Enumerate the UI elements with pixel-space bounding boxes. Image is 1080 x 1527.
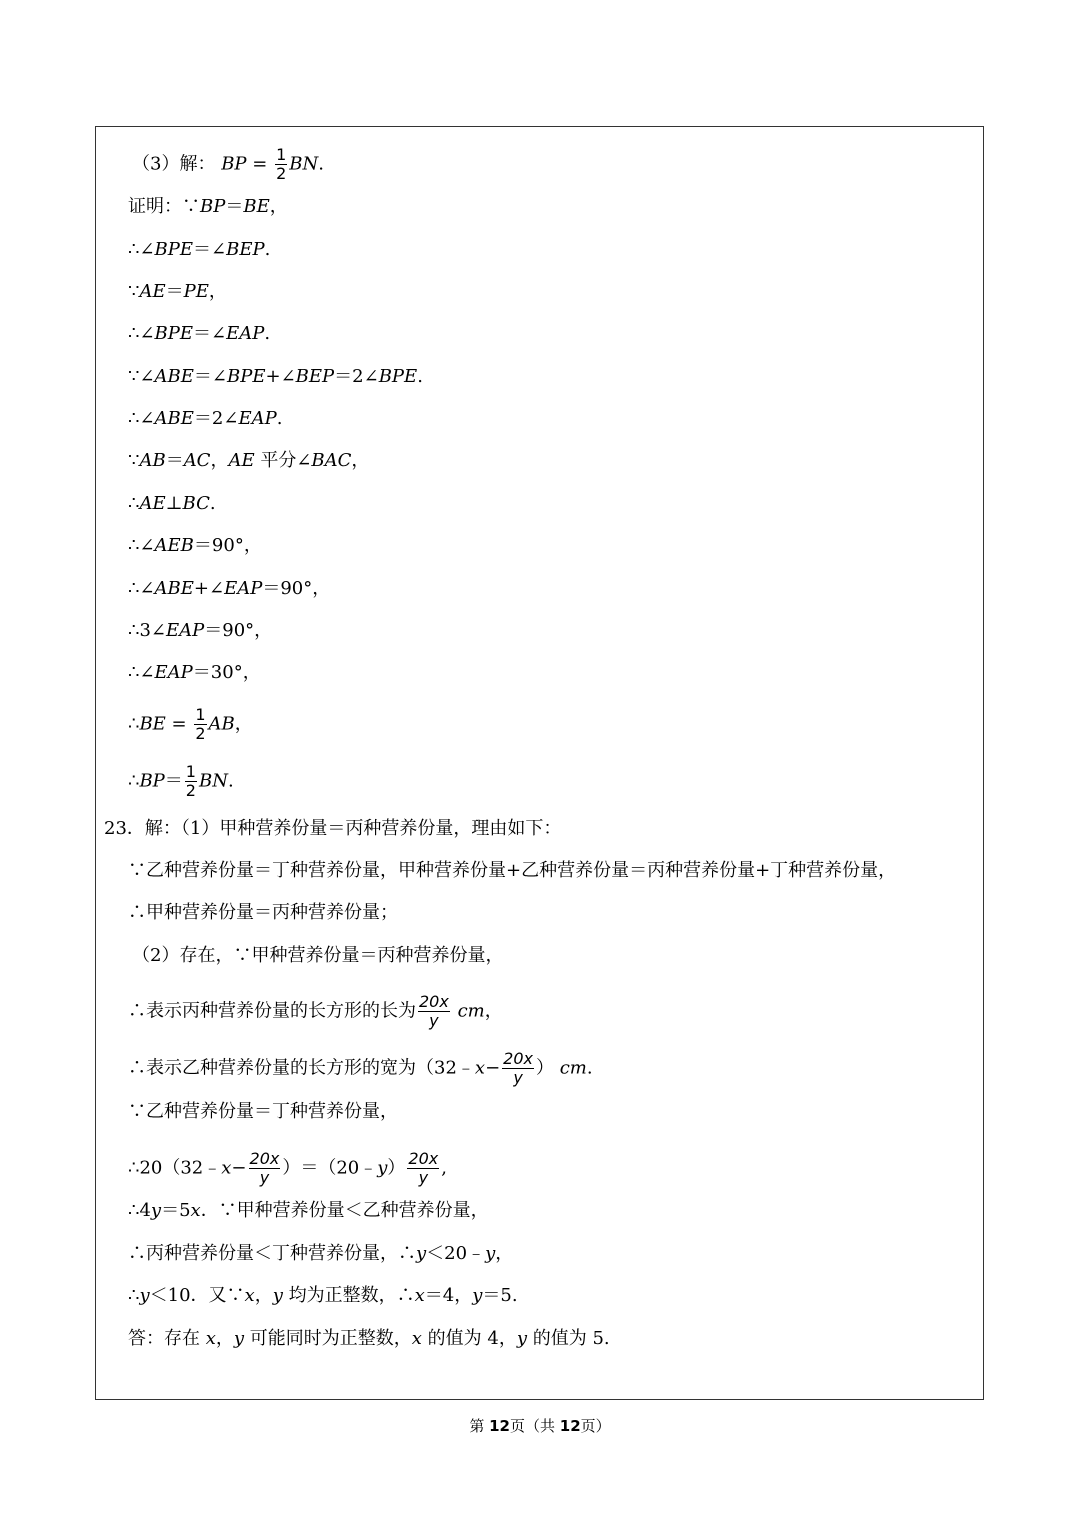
q23-line-9: ∴4y＝5x．∵甲种营养份量＜乙种营养份量，: [128, 1200, 489, 1221]
line-proof-10: ∴∠ABE+∠EAP＝90°，: [128, 578, 331, 599]
line-proof-7: ∵AB＝AC，AE 平分∠BAC，: [128, 450, 370, 471]
line-proof-9: ∴∠AEB＝90°，: [128, 535, 262, 556]
page-number: 12: [489, 1417, 510, 1435]
math: BP =: [221, 153, 268, 175]
text: （3）解：: [132, 153, 216, 175]
fraction-20x-over-y: $\frac{20x}{y}$: [408, 1149, 439, 1187]
page-footer: 第 12页（共 12页）: [469, 1417, 611, 1435]
line-proof-6: ∴∠ABE＝2∠EAP.: [128, 408, 283, 429]
fraction-20x-over-y: $\frac{20x}{y}$: [503, 1049, 533, 1087]
line-p3-answer: （3）解： BP = $\frac{1}{2}$ BN.: [132, 145, 324, 183]
line-proof-13: ∴BE = $\frac{1}{2}$ AB，: [128, 705, 253, 743]
line-proof-5: ∵∠ABE＝∠BPE+∠BEP＝2∠BPE.: [128, 366, 423, 387]
math: BN: [289, 153, 319, 175]
fraction-20x-over-y: $\frac{20x}{y}$: [419, 992, 449, 1030]
fraction-half: $\frac{1}{2}$: [195, 705, 206, 743]
q23-line-8: ∴20（32﹣x− $\frac{20x}{y}$ ）＝（20﹣y） $\frac{20x}{y}$ ,: [128, 1149, 447, 1187]
line-proof-8: ∴AE⊥BC.: [128, 493, 216, 514]
fraction-half: $\frac{1}{2}$: [185, 762, 196, 800]
q23-line-3: ∴甲种营养份量＝丙种营养份量；: [128, 902, 398, 923]
line-proof-1: 证明：∵BP＝BE，: [128, 196, 288, 217]
q23-line-6: ∴表示乙种营养份量的长方形的宽为（32﹣x− $\frac{20x}{y}$ ） cm.: [128, 1049, 593, 1087]
q23-answer: 答：存在 x，y 可能同时为正整数，x 的值为 4，y 的值为 5.: [128, 1328, 610, 1349]
line-proof-4: ∴∠BPE＝∠EAP.: [128, 323, 271, 344]
q23-line-11: ∴y＜10．又∵x，y 均为正整数，∴x＝4，y＝5.: [128, 1285, 518, 1306]
q23-line-10: ∴丙种营养份量＜丁种营养份量，∴y＜20﹣y，: [128, 1243, 514, 1264]
page-total: 12: [559, 1417, 581, 1435]
q23-heading: 23．解：（1）甲种营养份量＝丙种营养份量，理由如下：: [104, 818, 562, 839]
fraction-20x-over-y: $\frac{20x}{y}$: [249, 1149, 280, 1187]
line-proof-11: ∴3∠EAP＝90°，: [128, 620, 273, 641]
q23-line-7: ∵乙种营养份量＝丁种营养份量，: [128, 1101, 398, 1122]
fraction-half: $\frac{1}{2}$: [276, 145, 287, 183]
line-proof-14: ∴BP＝ $\frac{1}{2}$ BN.: [128, 762, 234, 800]
line-proof-2: ∴∠BPE＝∠BEP.: [128, 239, 271, 260]
line-proof-3: ∵AE＝PE，: [128, 281, 227, 302]
q23-line-4: （2）存在，∵甲种营养份量＝丙种营养份量，: [132, 945, 504, 966]
q23-line-5: ∴表示丙种营养份量的长方形的长为 $\frac{20x}{y}$ cm，: [128, 992, 503, 1030]
line-proof-12: ∴∠EAP＝30°，: [128, 662, 261, 683]
q23-line-2: ∵乙种营养份量＝丁种营养份量，甲种营养份量+乙种营养份量＝丙种营养份量+丁种营养份量，: [128, 860, 897, 881]
